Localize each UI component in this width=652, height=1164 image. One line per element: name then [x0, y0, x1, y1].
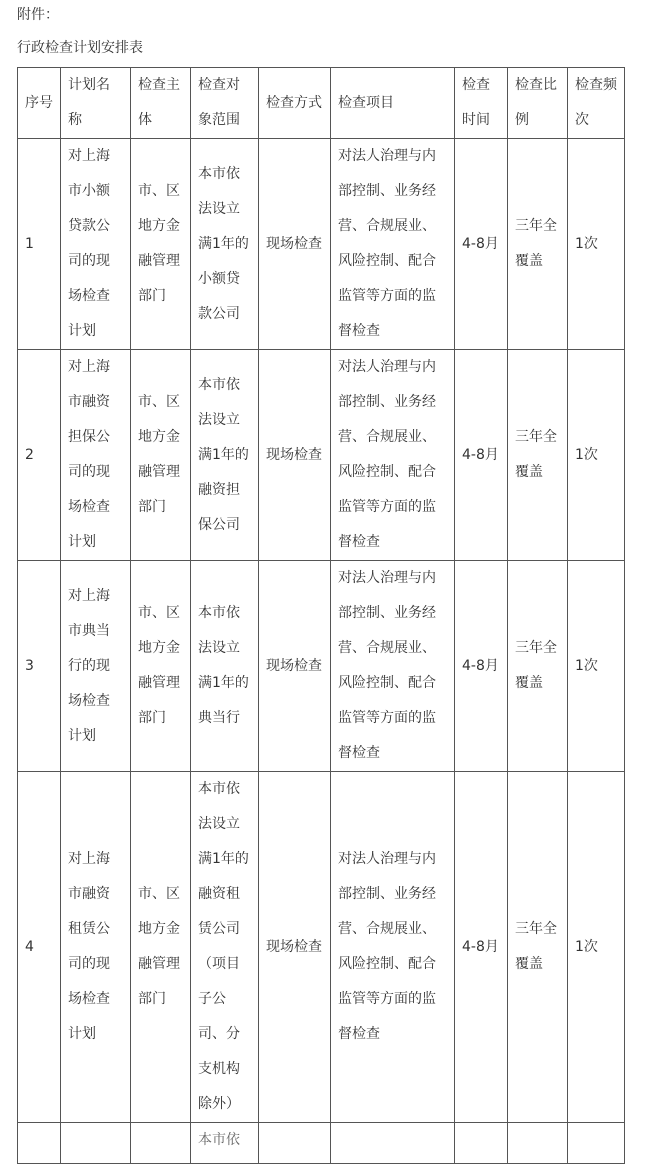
attachment-label: 附件： [17, 7, 59, 23]
table-row [18, 772, 625, 1123]
cell-items: 对法人治理与内部控制、业务经营、合规展业、风险控制、配合监管等方面的监督检查 [331, 350, 455, 561]
inspection-plan-table [17, 67, 625, 1164]
cell-method [259, 1123, 331, 1164]
table-title: 行政检查计划安排表 [17, 40, 143, 56]
cell-ratio: 三年全覆盖 [508, 561, 568, 772]
cell-plan [61, 1123, 131, 1164]
cell-ratio: 三年全覆盖 [508, 772, 568, 1123]
cell-method: 现场检查 [259, 350, 331, 561]
header-cell-subject: 检查主体 [131, 68, 191, 139]
cell-freq: 1次 [568, 350, 625, 561]
cell-items [331, 1123, 455, 1164]
cell-subject: 市、区地方金融管理部门 [131, 350, 191, 561]
cell-plan: 对上海市融资租赁公司的现场检查计划 [61, 772, 131, 1123]
cell-plan: 对上海市典当行的现场检查计划 [61, 561, 131, 772]
cell-method: 现场检查 [259, 561, 331, 772]
table-row-partial [18, 1123, 625, 1164]
table-row [18, 350, 625, 561]
cell-scope: 本市依法设立满1年的融资租赁公司（项目子公司、分支机构除外） [191, 772, 259, 1123]
header-cell-no: 序号 [18, 68, 61, 139]
cell-time: 4-8月 [455, 561, 508, 772]
cell-no: 4 [18, 772, 61, 1123]
cell-scope: 本市依法设立满1年的融资担保公司 [191, 350, 259, 561]
cell-subject: 市、区地方金融管理部门 [131, 139, 191, 350]
cell-time: 4-8月 [455, 350, 508, 561]
header-cell-time: 检查时间 [455, 68, 508, 139]
cell-no: 2 [18, 350, 61, 561]
cell-subject [131, 1123, 191, 1164]
cell-plan: 对上海市小额贷款公司的现场检查计划 [61, 139, 131, 350]
header-cell-plan: 计划名称 [61, 68, 131, 139]
table-header-row [18, 68, 625, 139]
cell-items: 对法人治理与内部控制、业务经营、合规展业、风险控制、配合监管等方面的监督检查 [331, 772, 455, 1123]
cell-freq [568, 1123, 625, 1164]
cell-ratio [508, 1123, 568, 1164]
cell-freq: 1次 [568, 139, 625, 350]
cell-scope: 本市依法设立满1年的小额贷款公司 [191, 139, 259, 350]
cell-ratio: 三年全覆盖 [508, 350, 568, 561]
cell-method: 现场检查 [259, 139, 331, 350]
cell-ratio: 三年全覆盖 [508, 139, 568, 350]
cell-scope: 本市依法设立满1年的典当行 [191, 561, 259, 772]
header-cell-scope: 检查对象范围 [191, 68, 259, 139]
cell-no [18, 1123, 61, 1164]
table-row [18, 561, 625, 772]
header-cell-ratio: 检查比例 [508, 68, 568, 139]
cell-scope: 本市依 [191, 1123, 259, 1164]
table-row [18, 139, 625, 350]
cell-plan: 对上海市融资担保公司的现场检查计划 [61, 350, 131, 561]
cell-freq: 1次 [568, 561, 625, 772]
cell-time [455, 1123, 508, 1164]
cell-freq: 1次 [568, 772, 625, 1123]
cell-subject: 市、区地方金融管理部门 [131, 772, 191, 1123]
header-cell-freq: 检查频次 [568, 68, 625, 139]
cell-time: 4-8月 [455, 772, 508, 1123]
cell-no: 1 [18, 139, 61, 350]
cell-no: 3 [18, 561, 61, 772]
cell-subject: 市、区地方金融管理部门 [131, 561, 191, 772]
cell-method: 现场检查 [259, 772, 331, 1123]
header-cell-method: 检查方式 [259, 68, 331, 139]
cell-items: 对法人治理与内部控制、业务经营、合规展业、风险控制、配合监管等方面的监督检查 [331, 139, 455, 350]
header-cell-items: 检查项目 [331, 68, 455, 139]
cell-time: 4-8月 [455, 139, 508, 350]
cell-items: 对法人治理与内部控制、业务经营、合规展业、风险控制、配合监管等方面的监督检查 [331, 561, 455, 772]
